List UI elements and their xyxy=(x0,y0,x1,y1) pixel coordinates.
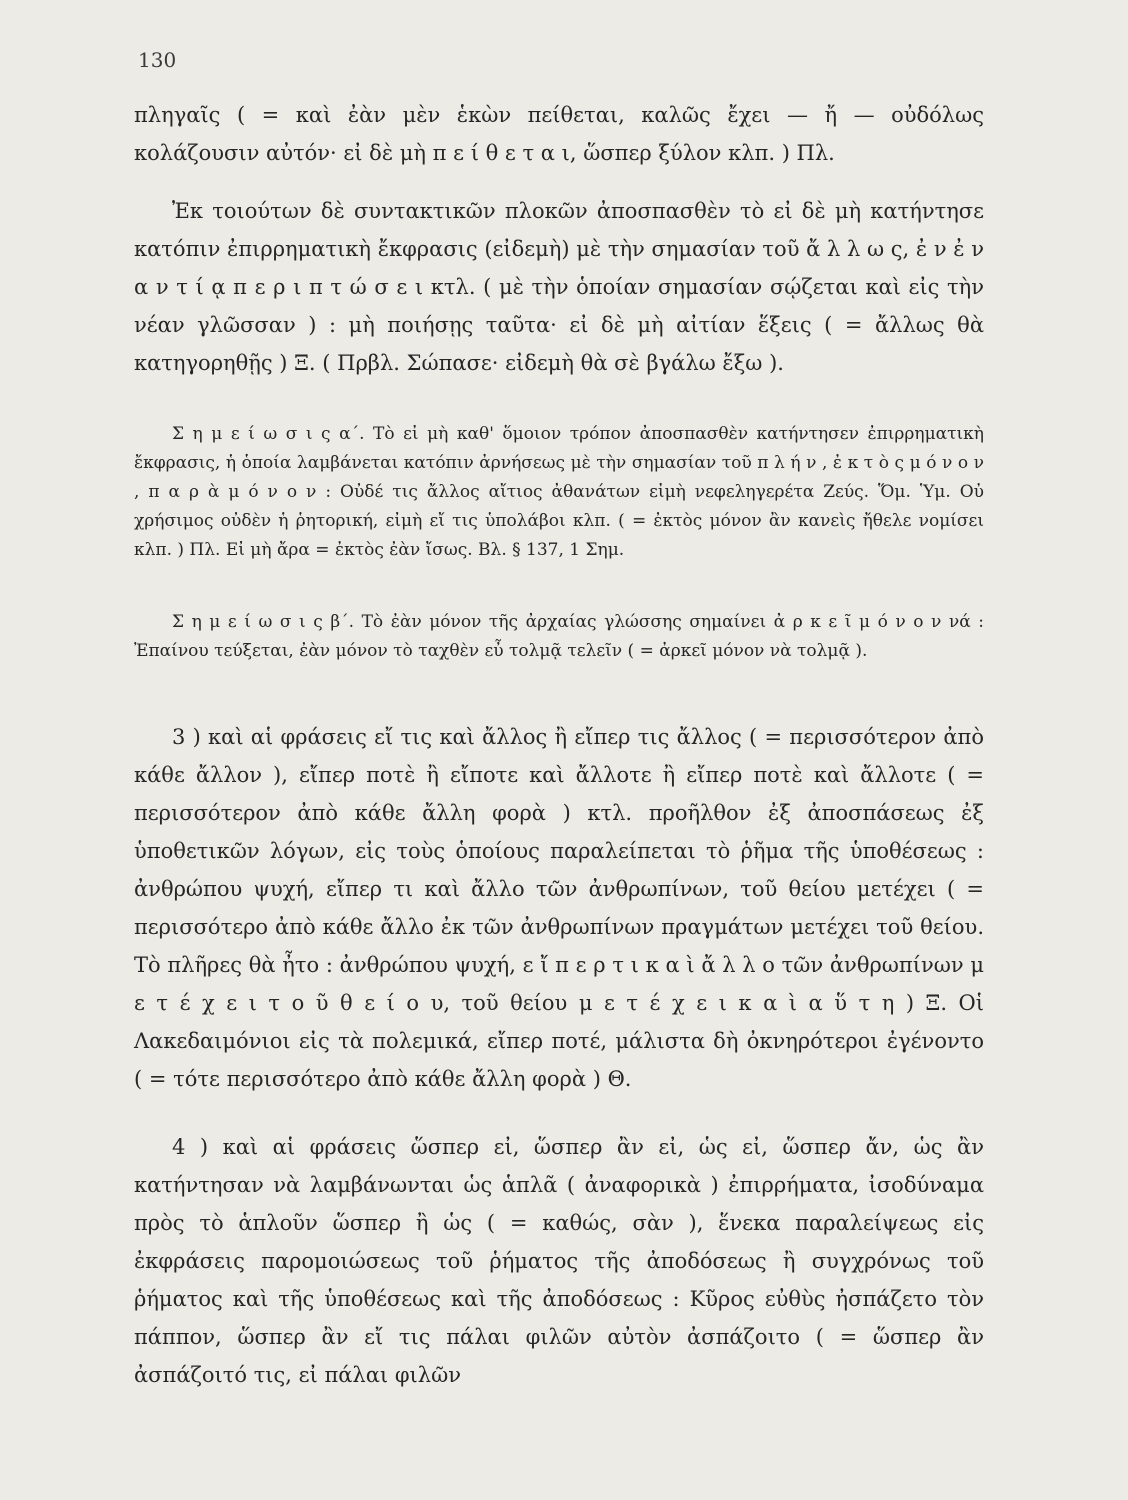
paragraph-3 xyxy=(134,718,984,1098)
paragraph-continued xyxy=(134,96,984,172)
note-text: Σ η μ ε ί ω σ ι ς β΄. Τὸ ἐὰν μόνον τῆς ἀρχαίας γλώσσης σημαίνει ἀ ρ κ ε ῖ μ ό ν ο ν νά : Ἐπαίνου τεύξεται, ἐὰν μόνον τὸ ταχθὲν εὖ τολμᾷ τελεῖν ( = ἀρκεῖ μόνον νὰ τολμᾷ ). xyxy=(134,612,984,661)
note-alpha xyxy=(134,420,984,565)
paragraph-4 xyxy=(134,1128,984,1394)
paragraph-text: 4 ) καὶ αἱ φράσεις ὥσπερ εἰ, ὥσπερ ἂν εἰ, ὡς εἰ, ὥσπερ ἄν, ὡς ἂν κατήντησαν νὰ λαμβάνωνται ὡς ἁπλᾶ ( ἀναφορικὰ ) ἐπιρρήματα, ἰσοδύναμα πρὸς τὸ ἁπλοῦν ὥσπερ ἢ ὡς ( = καθώς, σὰν ), ἕνεκα παραλείψεως εἰς ἐκφράσεις παρομοιώσεως τοῦ ῥήματος τῆς ἀποδόσεως ἢ συγχρόνως τοῦ ῥήματος καὶ τῆς ὑποθέσεως καὶ τῆς ἀποδόσεως : Κῦρος εὐθὺς ἠσπάζετο τὸν πάππον, ὥσπερ ἂν εἴ τις πάλαι φιλῶν αὐτὸν ἀσπάζοιτο ( = ὥσπερ ἂν ἀσπάζοιτό τις, εἰ πάλαι φιλῶν xyxy=(134,1135,984,1387)
note-text: Σ η μ ε ί ω σ ι ς α΄. Τὸ εἰ μὴ καθ' ὅμοιον τρόπον ἀποσπασθὲν κατήντησεν ἐπιρρηματικὴ ἔκφρασις, ἡ ὁποία λαμβάνεται κατόπιν ἀρνήσεως μὲ τὴν σημασίαν τοῦ π λ ή ν , ἐ κ τ ὸ ς μ ό ν ο ν , π α ρ ὰ μ ό ν ο ν : Οὐδέ τις ἄλλος αἴτιος ἀθανάτων εἰμὴ νεφεληγερέτα Ζεύς. Ὅμ. Ὑμ. Οὐ χρήσιμος οὐδὲν ἡ ῥητορική, εἰμὴ εἴ τις ὑπολάβοι κλπ. ( = ἐκτὸς μόνον ἂν κανεὶς ἤθελε νομίσει κλπ. ) Πλ. Εἰ μὴ ἄρα = ἐκτὸς ἐὰν ἴσως. Βλ. § 137, 1 Σημ. xyxy=(134,424,984,560)
paragraph-ek-toiouton xyxy=(134,192,984,382)
page-number: 130 xyxy=(138,48,177,72)
note-beta xyxy=(134,608,984,666)
paragraph-text: πληγαῖς ( = καὶ ἐὰν μὲν ἑκὼν πείθεται, καλῶς ἔχει — ἤ — οὐδόλως κολάζουσιν αὐτόν· εἰ δὲ μὴ π ε ί θ ε τ α ι, ὥσπερ ξύλον κλπ. ) Πλ. xyxy=(134,103,984,165)
paragraph-text: 3 ) καὶ αἱ φράσεις εἴ τις καὶ ἄλλος ἢ εἴπερ τις ἄλλος ( = περισσότερον ἀπὸ κάθε ἄλλον ), εἴπερ ποτὲ ἢ εἴποτε καὶ ἄλλοτε ἢ εἴπερ ποτὲ καὶ ἄλλοτε ( = περισσότερον ἀπὸ κάθε ἄλλη φορὰ ) κτλ. προῆλθον ἐξ ἀποσπάσεως ἐξ ὑποθετικῶν λόγων, εἰς τοὺς ὁποίους παραλείπεται τὸ ῥῆμα τῆς ὑποθέσεως : ἀνθρώπου ψυχή, εἴπερ τι καὶ ἄλλο τῶν ἀνθρωπίνων, τοῦ θείου μετέχει ( = περισσότερο ἀπὸ κάθε ἄλλο ἐκ τῶν ἀνθρωπίνων πραγμάτων μετέχει τοῦ θείου. Τὸ πλῆρες θὰ ἦτο : ἀνθρώπου ψυχή, ε ἴ π ε ρ τ ι κ α ὶ ἄ λ λ ο τῶν ἀνθρωπίνων μ ε τ έ χ ε ι τ ο ῦ θ ε ί ο υ, τοῦ θείου μ ε τ έ χ ε ι κ α ὶ α ὕ τ η ) Ξ. Οἱ Λακεδαιμόνιοι εἰς τὰ πολεμικά, εἴπερ ποτέ, μάλιστα δὴ ὀκνηρότεροι ἐγένοντο ( = τότε περισσότερο ἀπὸ κάθε ἄλλη φορὰ ) Θ. xyxy=(134,725,984,1091)
paragraph-text: Ἐκ τοιούτων δὲ συντακτικῶν πλοκῶν ἀποσπασθὲν τὸ εἰ δὲ μὴ κατήντησε κατόπιν ἐπιρρηματικὴ ἔκφρασις (εἰδεμὴ) μὲ τὴν σημασίαν τοῦ ἄ λ λ ω ς, ἐ ν ἐ ν α ν τ ί ᾳ π ε ρ ι π τ ώ σ ε ι κτλ. ( μὲ τὴν ὁποίαν σημασίαν σῴζεται καὶ εἰς τὴν νέαν γλῶσσαν ) : μὴ ποιήσῃς ταῦτα· εἰ δὲ μὴ αἰτίαν ἕξεις ( = ἄλλως θὰ κατηγορηθῇς ) Ξ. ( Πρβλ. Σώπασε· εἰδεμὴ θὰ σὲ βγάλω ἔξω ). xyxy=(134,199,984,375)
